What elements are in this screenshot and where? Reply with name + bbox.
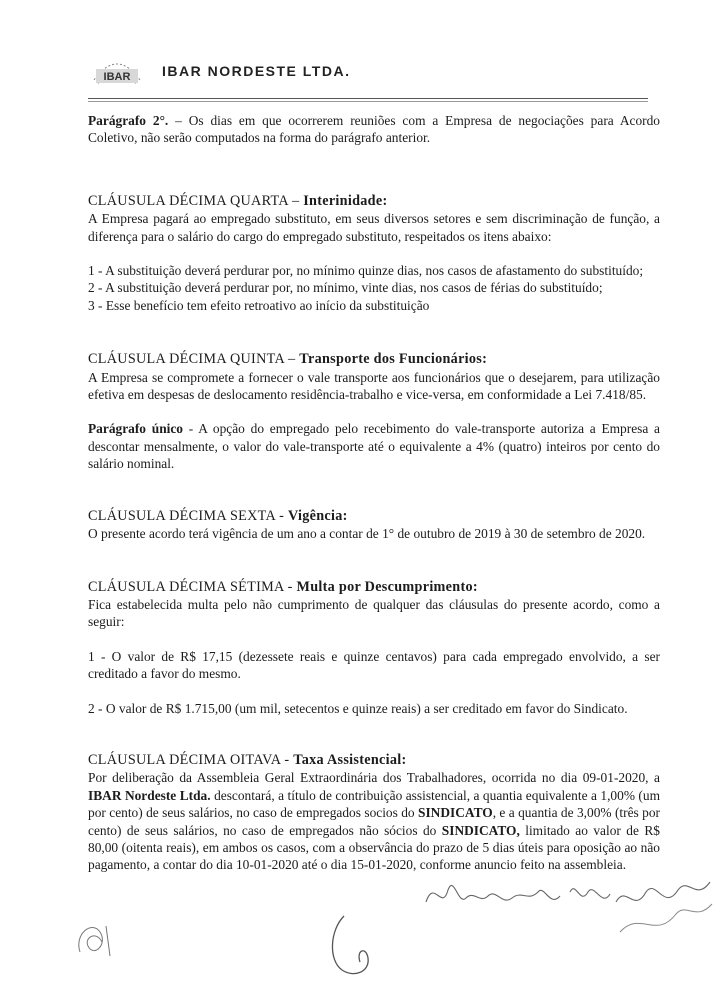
- signature-initials-center: [326, 910, 378, 980]
- company-name: IBAR NORDESTE LTDA.: [162, 63, 351, 79]
- sindicato-inline-2: SINDICATO,: [441, 822, 520, 838]
- signature-main: [420, 862, 720, 952]
- logo-text: IBAR: [103, 71, 131, 83]
- clause-14-title: CLÁUSULA DÉCIMA QUARTA – Interinidade:: [88, 192, 388, 209]
- header-divider: [88, 98, 648, 99]
- clause-14-intro: A Empresa pagará ao empregado substituto, em seus diversos setores e sem discriminação de função, a diferença para o salário do cargo do empregado substituto, respeitados os itens abaixo:: [88, 211, 660, 244]
- signature-initials-left: [70, 912, 130, 967]
- company-logo: [88, 50, 146, 94]
- clause-18-text: Por deliberação da Assembleia Geral Extraordinária dos Trabalhadores, ocorrida no dia 09-01-2020, a IBAR Nordeste Ltda. descontará, a título de contribuição assistencial, a quantia equivalente a 1,00% (um por cento) de seus salários, no caso de empregados socios do SINDICATO, e a quantia de 3,00% (três por cento) de seus salários, no caso de empregados não sócios do SINDICATO, limitado ao valor de R$ 80,00 (oitenta reais), em ambos os casos, com a observância do prazo de 5 dias úteis para oposição ao não pagamento, a contar do dia 10-01-2020 até o dia 15-01-2020, conforme anuncio feito na assembleia.: [88, 770, 661, 873]
- clause-14-item-3: 3 - Esse benefício tem efeito retroativo ao início da substituição: [88, 297, 430, 313]
- header-divider-secondary: [88, 101, 648, 102]
- clause-15-title: CLÁUSULA DÉCIMA QUINTA – Transporte dos Funcionários:: [88, 351, 488, 368]
- letterhead: [88, 46, 648, 98]
- paragraph-2: [88, 112, 660, 147]
- document-body: [88, 112, 660, 874]
- clause-14-item-2: 2 - A substituição deverá perdurar por, no mínimo, vinte dias, nos casos de férias do substituído;: [88, 280, 603, 296]
- paragraph-2-label: Parágrafo 2°.: [88, 113, 169, 128]
- clause-15-intro: A Empresa se compromete a fornecer o vale transporte aos funcionários que o desejarem, para utilização efetiva em despesas de deslocamento residência-trabalho e vice-versa, em conformidade a Lei 7.418/85.: [88, 369, 660, 403]
- paragraph-2-text: – Os dias em que ocorrerem reuniões com a Empresa de negociações para Acordo Coletivo, não serão computados na forma do parágrafo anterior.: [88, 113, 661, 146]
- clause-18-title: CLÁUSULA DÉCIMA OITAVA - Taxa Assistencial:: [88, 751, 407, 768]
- sindicato-inline: SINDICATO: [418, 805, 493, 821]
- clause-16-text: O presente acordo terá vigência de um ano a contar de 1° de outubro de 2019 à 30 de setembro de 2020.: [88, 526, 646, 542]
- clause-17-item-1: 1 - O valor de R$ 17,15 (dezessete reais e quinze centavos) para cada empregado envolvido, a ser creditado a favor do mesmo.: [88, 648, 660, 682]
- company-name-inline: IBAR Nordeste Ltda.: [88, 787, 211, 803]
- clause-16-title: CLÁUSULA DÉCIMA SEXTA - Vigência:: [88, 507, 348, 524]
- clause-17-title: CLÁUSULA DÉCIMA SÉTIMA - Multa por Descumprimento:: [88, 578, 478, 595]
- clause-17-intro: Fica estabelecida multa pelo não cumprimento de qualquer das cláusulas do presente acordo, como a seguir:: [88, 596, 660, 630]
- clause-14-item-1: 1 - A substituição deverá perdurar por, no mínimo quinze dias, nos casos de afastamento do substituído;: [88, 263, 644, 279]
- clause-15-paragraph: Parágrafo único - A opção do empregado pelo recebimento do vale-transporte autoriza a Empresa a descontar mensalmente, o valor do vale-transporte até o equivalente a 4% (quatro) inteiros por cento do salário nominal.: [88, 421, 660, 472]
- clause-17-item-2: 2 - O valor de R$ 1.715,00 (um mil, setecentos e quinze reais) a ser creditado em favor do Sindicato.: [88, 700, 628, 716]
